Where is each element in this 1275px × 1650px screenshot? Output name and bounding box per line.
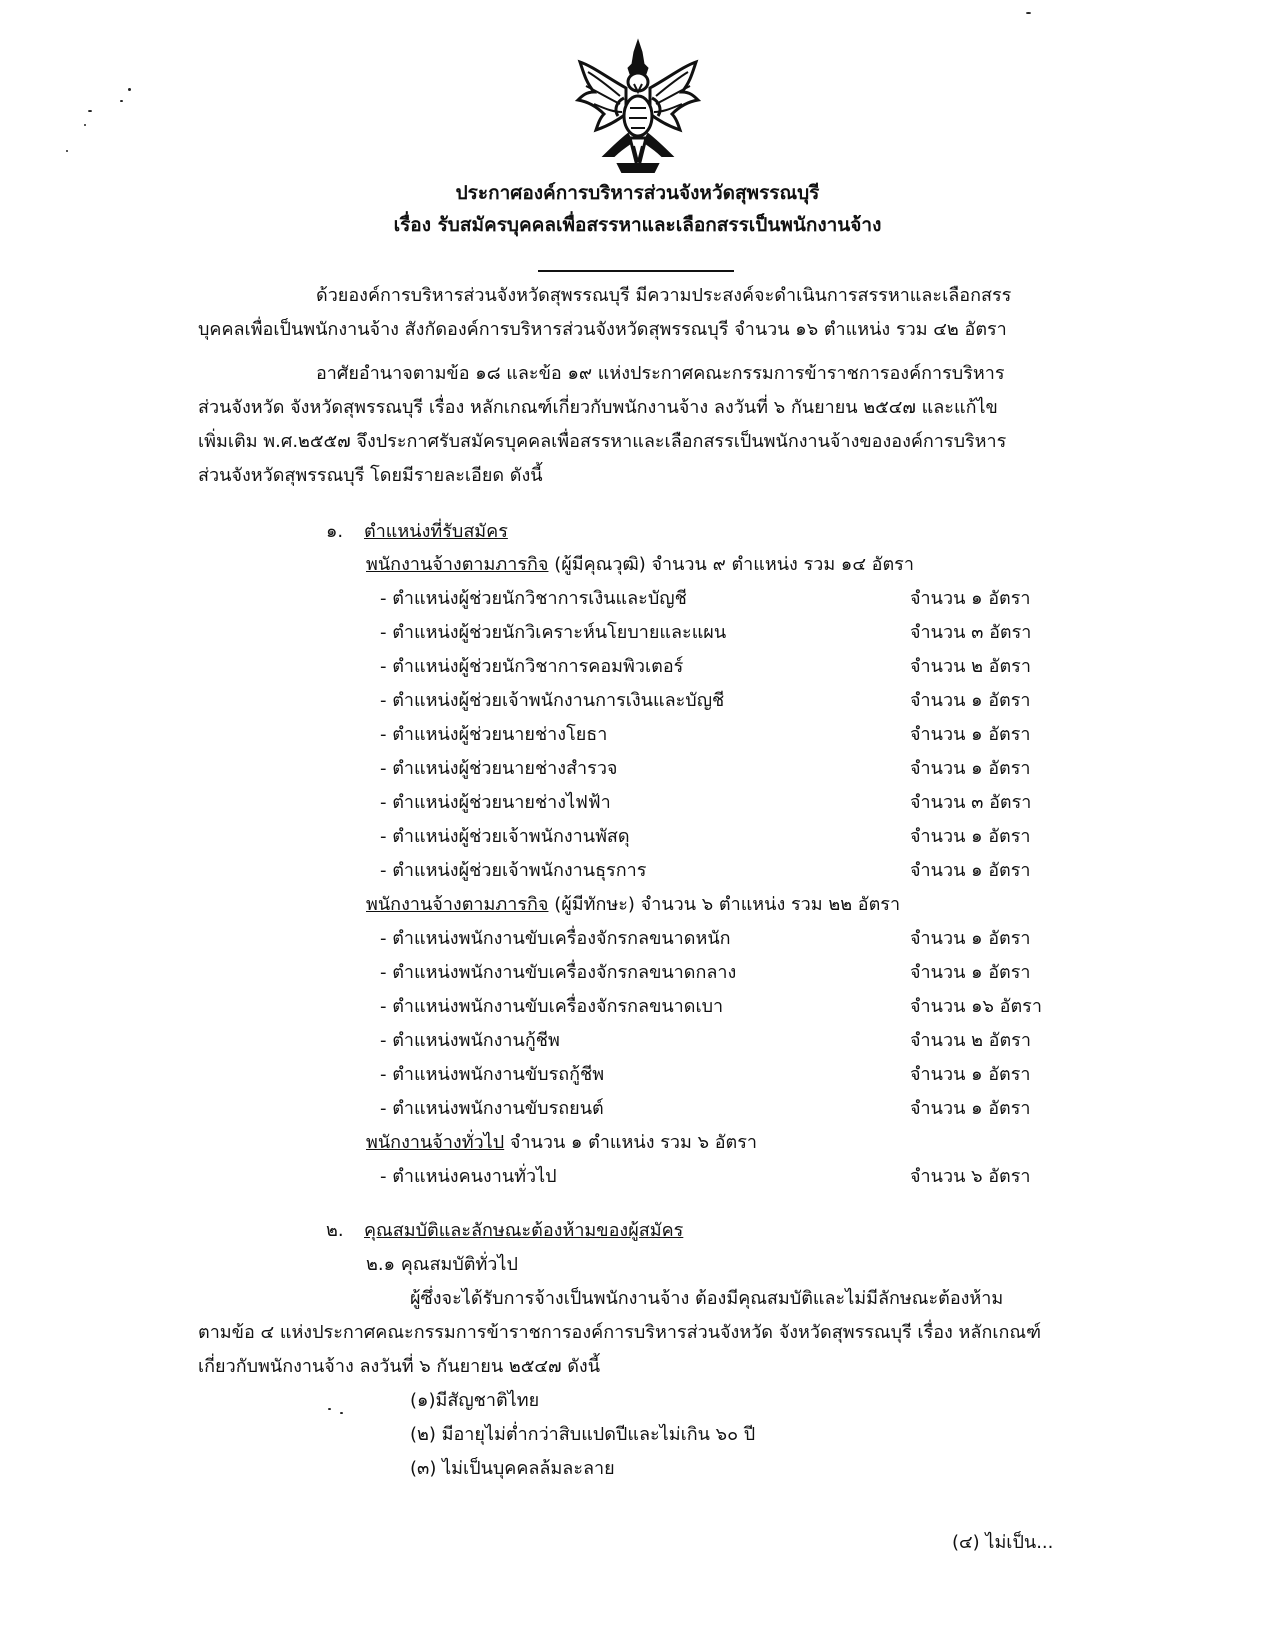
position-name: - ตำแหน่งผู้ช่วยเจ้าพนักงานพัสดุ: [380, 826, 630, 847]
qualification-item: (๒) มีอายุไม่ต่ำกว่าสิบแปดปีและไม่เกิน ๖๐ ปี: [410, 1424, 756, 1445]
position-name: - ตำแหน่งผู้ช่วยเจ้าพนักงานธุรการ: [380, 860, 647, 881]
position-name: - ตำแหน่งพนักงานขับเครื่องจักรกลขนาดกลาง: [380, 962, 737, 983]
position-name: - ตำแหน่งผู้ช่วยนายช่างโยธา: [380, 724, 608, 745]
scan-speck: [1026, 12, 1031, 14]
position-name: - ตำแหน่งผู้ช่วยนักวิชาการคอมพิวเตอร์: [380, 656, 684, 677]
position-name: - ตำแหน่งผู้ช่วยนักวิชาการเงินและบัญชี: [380, 588, 687, 609]
position-row: [380, 960, 1060, 986]
position-row: [380, 688, 1060, 714]
position-count: จำนวน ๑ อัตรา: [910, 690, 1031, 711]
position-count: จำนวน ๑ อัตรา: [910, 1064, 1031, 1085]
garuda-emblem-icon: [574, 38, 702, 188]
position-count: จำนวน ๑ อัตรา: [910, 826, 1031, 847]
section-1-title: ตำแหน่งที่รับสมัคร: [364, 521, 508, 542]
group-1-heading: [366, 552, 914, 578]
position-count: จำนวน ๑ อัตรา: [910, 860, 1031, 881]
position-row: [380, 1062, 1060, 1088]
section-2-heading: [326, 1218, 683, 1244]
position-row: [380, 1028, 1060, 1054]
scan-speck: [120, 100, 123, 102]
scan-speck: [66, 150, 68, 152]
scan-speck: [84, 124, 86, 126]
position-count: จำนวน ๒ อัตรา: [910, 656, 1031, 677]
position-count: จำนวน ๑ อัตรา: [910, 588, 1031, 609]
position-row: [380, 994, 1060, 1020]
group-1-detail: (ผู้มีคุณวุฒิ) จำนวน ๙ ตำแหน่ง รวม ๑๔ อัตรา: [548, 554, 914, 575]
scan-speck: [328, 1408, 331, 1410]
position-count: จำนวน ๖ อัตรา: [910, 1166, 1031, 1187]
position-row: [380, 926, 1060, 952]
position-count: จำนวน ๑ อัตรา: [910, 758, 1031, 779]
position-row: [380, 654, 1060, 680]
intro-p2-line3: เพิ่มเติม พ.ศ.๒๕๕๗ จึงประกาศรับสมัครบุคคลเพื่อสรรหาและเลือกสรรเป็นพนักงานจ้างขององค์การบริหาร: [198, 431, 1007, 452]
position-row: [380, 1096, 1060, 1122]
announcement-subject: เรื่อง รับสมัครบุคคลเพื่อสรรหาและเลือกสรรเป็นพนักงานจ้าง: [393, 214, 882, 236]
position-count: จำนวน ๑ อัตรา: [910, 962, 1031, 983]
group-2-detail: (ผู้มีทักษะ) จำนวน ๖ ตำแหน่ง รวม ๒๒ อัตรา: [548, 894, 901, 915]
section-2-number: ๒.: [326, 1220, 344, 1241]
position-name: - ตำแหน่งพนักงานกู้ชีพ: [380, 1030, 560, 1051]
position-name: - ตำแหน่งพนักงานขับเครื่องจักรกลขนาดเบา: [380, 996, 724, 1017]
announcement-title: ประกาศองค์การบริหารส่วนจังหวัดสุพรรณบุรี: [455, 182, 820, 204]
position-count: จำนวน ๑ อัตรา: [910, 724, 1031, 745]
section-2-para-line1: ผู้ซึ่งจะได้รับการจ้างเป็นพนักงานจ้าง ต้องมีคุณสมบัติและไม่มีลักษณะต้องห้าม: [410, 1288, 1004, 1309]
qualification-item: (๑)มีสัญชาติไทย: [410, 1390, 540, 1411]
position-name: - ตำแหน่งพนักงานขับรถกู้ชีพ: [380, 1064, 605, 1085]
intro-p2-line4: ส่วนจังหวัดสุพรรณบุรี โดยมีรายละเอียด ดังนี้: [198, 465, 543, 486]
position-row: [380, 756, 1060, 782]
position-row: [380, 586, 1060, 612]
intro-p1-line1: ด้วยองค์การบริหารส่วนจังหวัดสุพรรณบุรี มีความประสงค์จะดำเนินการสรรหาและเลือกสรร: [316, 285, 1012, 306]
position-name: - ตำแหน่งผู้ช่วยเจ้าพนักงานการเงินและบัญชี: [380, 690, 725, 711]
subsection-2-1-title: ๒.๑ คุณสมบัติทั่วไป: [366, 1254, 518, 1275]
header-divider: [538, 270, 734, 272]
position-count: จำนวน ๒ อัตรา: [910, 1030, 1031, 1051]
position-name: - ตำแหน่งคนงานทั่วไป: [380, 1166, 557, 1187]
group-3-label: พนักงานจ้างทั่วไป: [366, 1132, 505, 1153]
position-row: [380, 824, 1060, 850]
group-3-detail: จำนวน ๑ ตำแหน่ง รวม ๖ อัตรา: [504, 1132, 757, 1153]
section-2-para-line3: เกี่ยวกับพนักงานจ้าง ลงวันที่ ๖ กันยายน ๒๕๔๗ ดังนี้: [198, 1356, 601, 1377]
position-row: [380, 790, 1060, 816]
section-1-number: ๑.: [326, 521, 344, 542]
position-name: - ตำแหน่งผู้ช่วยนายช่างไฟฟ้า: [380, 792, 611, 813]
group-1-label: พนักงานจ้างตามภารกิจ: [366, 554, 549, 575]
section-2-para-line2: ตามข้อ ๔ แห่งประกาศคณะกรรมการข้าราชการองค์การบริหารส่วนจังหวัด จังหวัดสุพรรณบุรี เรื่อง หลักเกณฑ์: [198, 1322, 1042, 1343]
scan-speck: [340, 1412, 343, 1414]
intro-p2-line2: ส่วนจังหวัด จังหวัดสุพรรณบุรี เรื่อง หลักเกณฑ์เกี่ยวกับพนักงานจ้าง ลงวันที่ ๖ กันยายน ๒๕๔๗ และแก้ไข: [198, 397, 998, 418]
intro-p2-line1: อาศัยอำนาจตามข้อ ๑๘ และข้อ ๑๙ แห่งประกาศคณะกรรมการข้าราชการองค์การบริหาร: [316, 363, 1005, 384]
position-row: [380, 858, 1060, 884]
scan-speck: [128, 88, 131, 91]
position-name: - ตำแหน่งผู้ช่วยนายช่างสำรวจ: [380, 758, 618, 779]
page-continuation: (๔) ไม่เป็น...: [952, 1532, 1054, 1553]
group-3-heading: [366, 1130, 757, 1156]
position-count: จำนวน ๑๖ อัตรา: [910, 996, 1042, 1017]
group-2-label: พนักงานจ้างตามภารกิจ: [366, 894, 549, 915]
group-2-heading: [366, 892, 900, 918]
position-count: จำนวน ๓ อัตรา: [910, 622, 1032, 643]
position-name: - ตำแหน่งผู้ช่วยนักวิเคราะห์นโยบายและแผน: [380, 622, 727, 643]
position-count: จำนวน ๑ อัตรา: [910, 1098, 1031, 1119]
qualification-item: (๓) ไม่เป็นบุคคลล้มละลาย: [410, 1458, 615, 1479]
intro-p1-line2: บุคคลเพื่อเป็นพนักงานจ้าง สังกัดองค์การบริหารส่วนจังหวัดสุพรรณบุรี จำนวน ๑๖ ตำแหน่ง รวม ๔๒ อัตรา: [198, 319, 1007, 340]
scan-speck: [88, 110, 92, 112]
section-1-heading: [326, 519, 508, 545]
position-count: จำนวน ๓ อัตรา: [910, 792, 1032, 813]
position-count: จำนวน ๑ อัตรา: [910, 928, 1031, 949]
position-name: - ตำแหน่งพนักงานขับเครื่องจักรกลขนาดหนัก: [380, 928, 731, 949]
position-row: [380, 620, 1060, 646]
position-row: [380, 1164, 1060, 1190]
position-row: [380, 722, 1060, 748]
position-name: - ตำแหน่งพนักงานขับรถยนต์: [380, 1098, 604, 1119]
section-2-title: คุณสมบัติและลักษณะต้องห้ามของผู้สมัคร: [364, 1220, 684, 1241]
